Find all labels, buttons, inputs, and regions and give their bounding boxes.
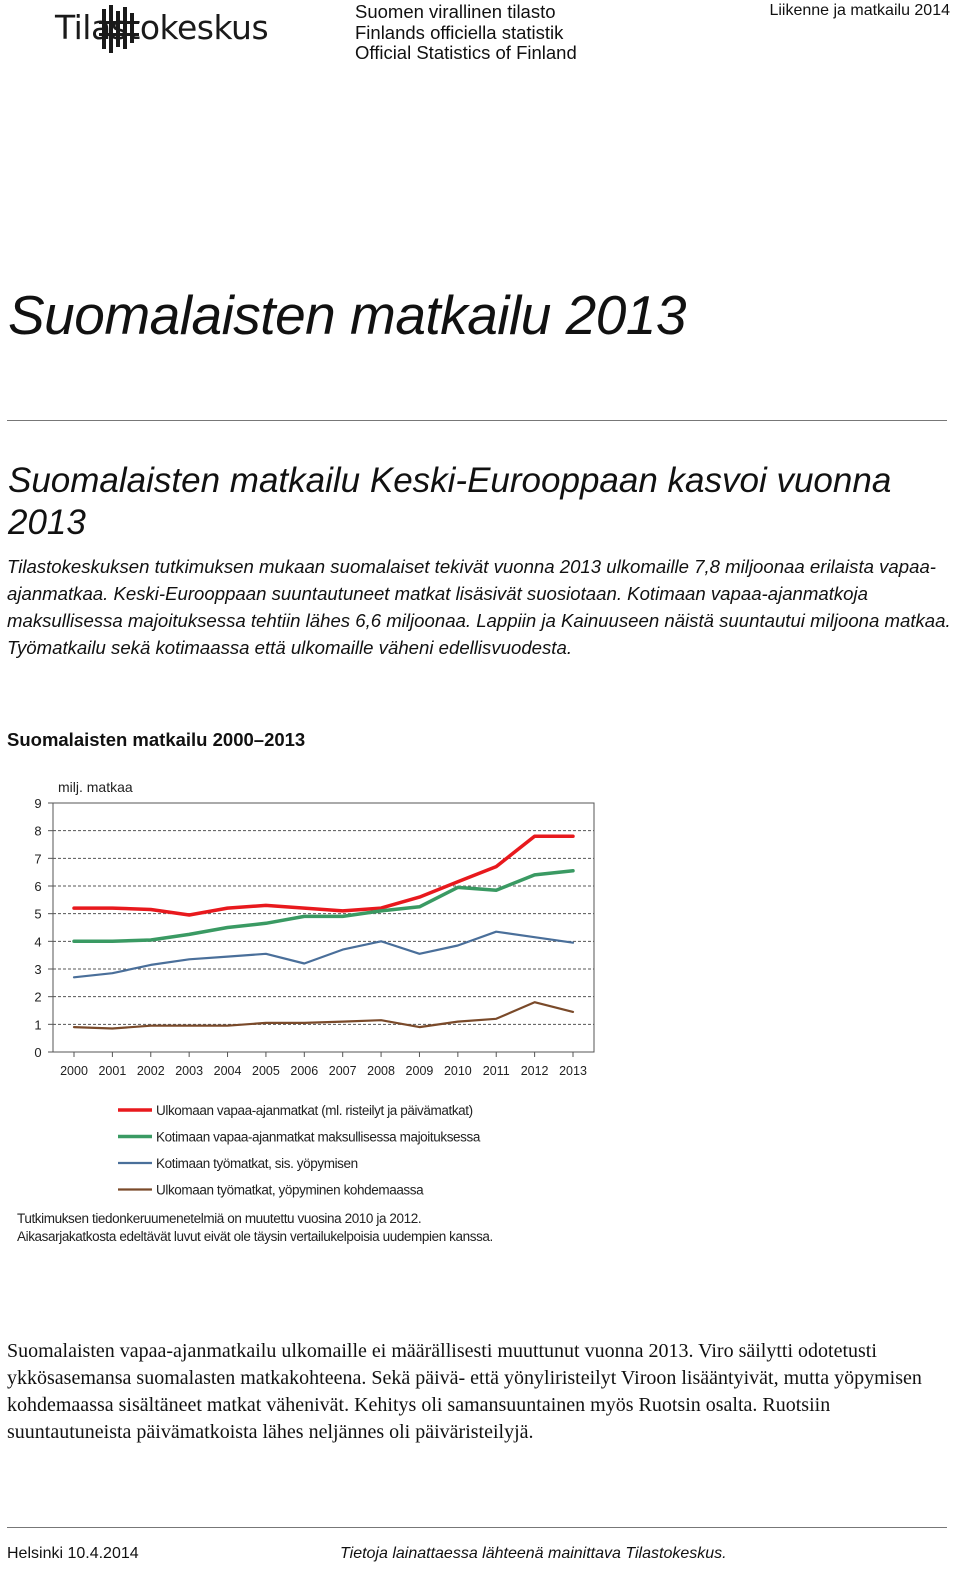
page-title: Suomalaisten matkailu 2013 — [8, 284, 686, 346]
divider — [7, 1527, 947, 1528]
y-axis-label: milj. matkaa — [58, 779, 133, 795]
footer-date: Helsinki 10.4.2014 — [7, 1545, 139, 1562]
x-tick-label: 2006 — [290, 1064, 319, 1078]
chart-section-title: Suomalaisten matkailu 2000–2013 — [7, 729, 306, 750]
y-tick-label: 9 — [34, 796, 42, 811]
x-tick-label: 2007 — [328, 1064, 357, 1078]
x-tick-label: 2012 — [520, 1064, 549, 1078]
legend-label: Ulkomaan työmatkat, yöpyminen kohdemaassa — [156, 1182, 424, 1198]
y-tick-label: 8 — [34, 823, 42, 839]
chart-note: Aikasarjakatkosta edeltävät luvut eivät ole täysin vertailukelpoisia uudempien kanssa. — [17, 1229, 493, 1244]
legend-label: Kotimaan työmatkat, sis. yöpymisen — [156, 1156, 358, 1171]
y-tick-label: 5 — [34, 906, 42, 922]
official-statistics-label — [355, 2, 577, 64]
lead-paragraph: Tilastokeskuksen tutkimuksen mukaan suomalaiset tekivät vuonna 2013 ulkomaille 7,8 miljoonaa erilaista vapaa-ajanmatkaa. Keski-Eurooppaan suuntautuneet matkat lisäsivät suosiotaan. Kotimaan vapaa-ajanmatkoja maksullisessa majoituksessa tehtiin lähes 6,6 miljoonaa. Lappiin ja Kainuuseen näistä suuntautui miljoona matkaa. Työmatkailu sekä kotimaassa että ulkomaille väheni edellisvuodesta. — [7, 556, 951, 658]
y-tick-label: 4 — [34, 934, 42, 950]
y-tick-label: 7 — [34, 851, 42, 867]
y-tick-label: 6 — [34, 879, 42, 894]
official-line-en: Official Statistics of Finland — [355, 42, 577, 63]
series-line-2 — [74, 871, 573, 942]
body-paragraph: Suomalaisten vapaa-ajanmatkailu ulkomaille ei määrällisesti muuttunut vuonna 2013. Viro säilytti odotetusti ykkösasemansa suomalasten matkakohteena. Sekä päivä- että yönyliristeilyt Viroon lisääntyivät, mutta yöpymisen kohdemaassa sisältäneet matkat vähenivät. Kehitys oli samansuuntainen myös Ruotsin osalta. Ruotsiin suuntautuneista päivämatkoista lähes neljännes oli päiväristeilyjä. — [7, 1340, 922, 1443]
footer-citation-note: Tietoja lainattaessa lähteenä mainittava Tilastokeskus. — [340, 1545, 727, 1562]
x-tick-label: 2001 — [98, 1064, 127, 1078]
x-tick-label: 2002 — [136, 1064, 165, 1078]
x-tick-label: 2005 — [252, 1064, 280, 1078]
x-tick-label: 2003 — [175, 1064, 204, 1078]
x-tick-label: 2011 — [482, 1064, 510, 1078]
legend-label: Ulkomaan vapaa-ajanmatkat (ml. risteilyt ja päivämatkat) — [156, 1103, 473, 1118]
x-tick-label: 2000 — [60, 1064, 88, 1078]
line-chart — [0, 770, 620, 1250]
logo-wordmark: Tilastokeskus — [55, 8, 269, 47]
y-tick-label: 3 — [34, 962, 42, 977]
x-tick-label: 2004 — [213, 1064, 242, 1078]
x-tick-label: 2013 — [559, 1064, 587, 1078]
series-label: Liikenne ja matkailu 2014 — [769, 2, 950, 19]
x-tick-label: 2008 — [367, 1064, 395, 1078]
y-tick-label: 1 — [34, 1017, 42, 1033]
chart-note: Tutkimuksen tiedonkeruumenetelmiä on muutettu vuosina 2010 ja 2012. — [17, 1211, 422, 1226]
page-subtitle: Suomalaisten matkailu Keski-Eurooppaan kasvoi vuonna 2013 — [8, 461, 892, 542]
plot-frame — [53, 803, 594, 1052]
official-line-fi: Suomen virallinen tilasto — [355, 1, 556, 22]
divider — [7, 420, 947, 421]
x-tick-label: 2009 — [405, 1064, 434, 1078]
y-tick-label: 0 — [34, 1045, 42, 1060]
x-tick-label: 2010 — [443, 1064, 472, 1078]
legend-label: Kotimaan vapaa-ajanmatkat maksullisessa majoituksessa — [156, 1129, 480, 1145]
official-line-sv: Finlands officiella statistik — [355, 21, 564, 43]
series-line-1 — [74, 836, 573, 915]
y-tick-label: 2 — [34, 989, 42, 1005]
